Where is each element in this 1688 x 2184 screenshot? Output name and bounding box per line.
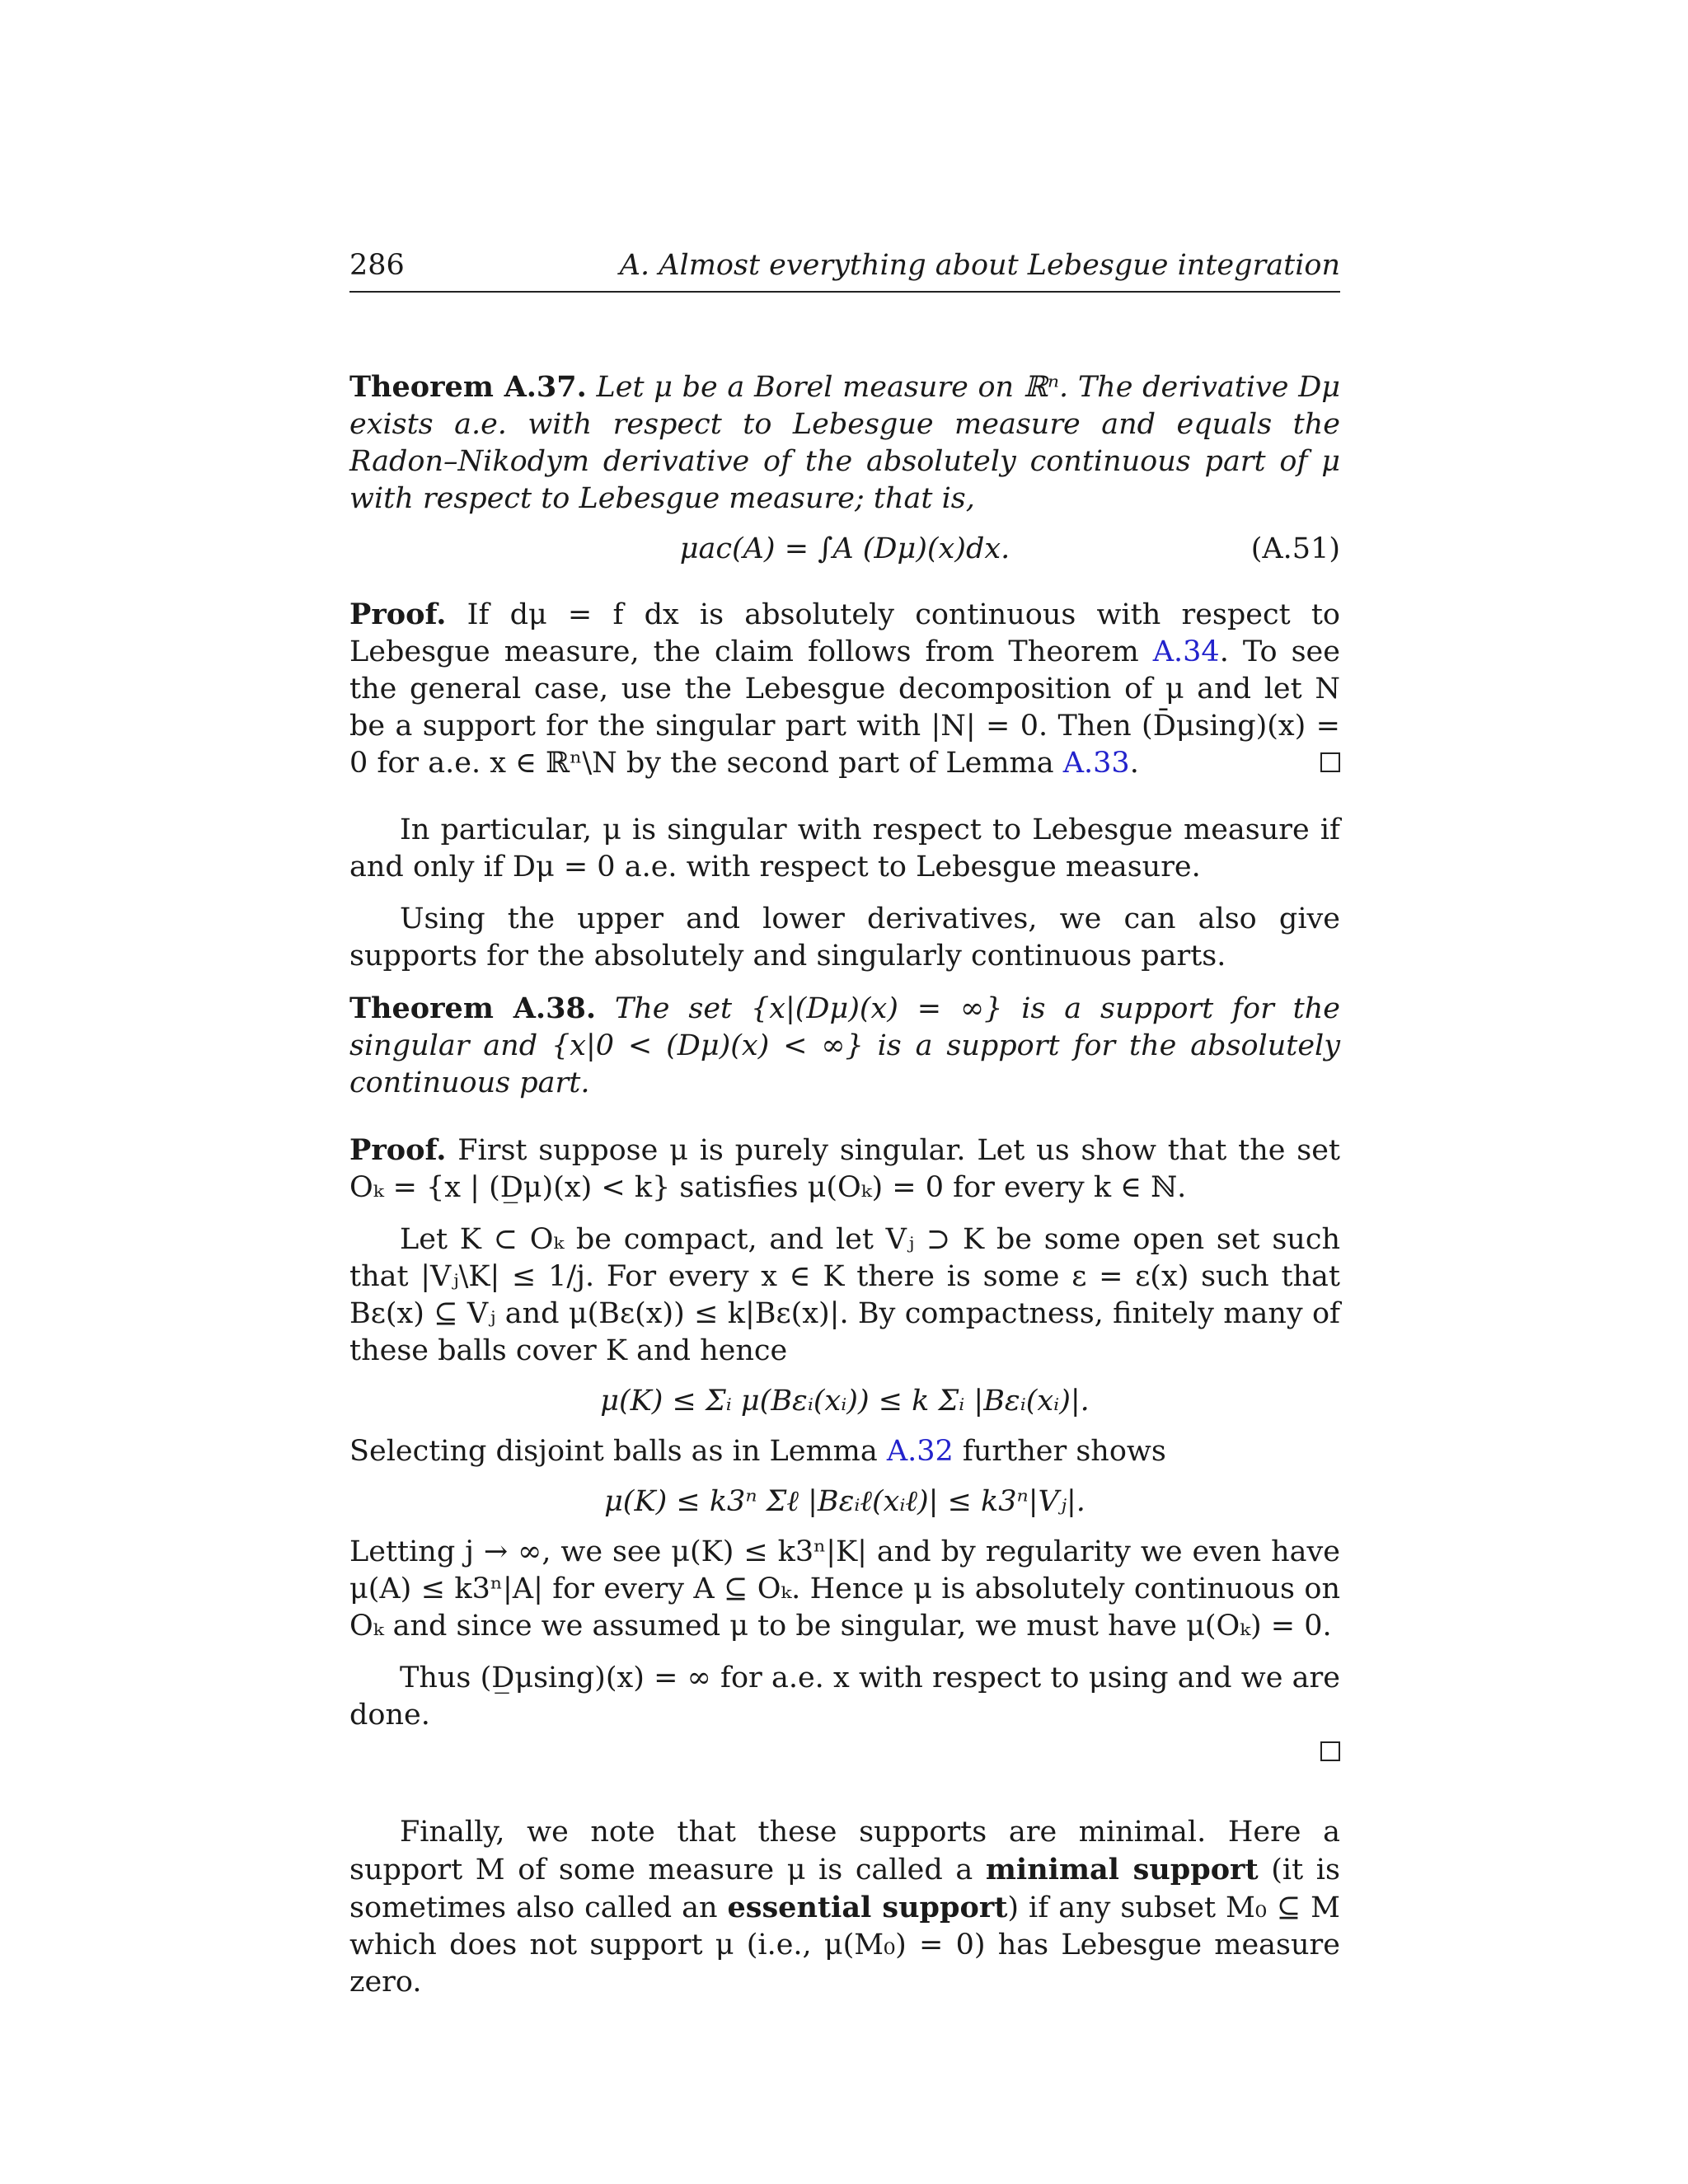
proof-label: Proof. xyxy=(349,1133,447,1167)
proof-text: Selecting disjoint balls as in Lemma xyxy=(349,1435,878,1468)
paragraph-text: Finally, we note that these supports are minimal. Here a support M of some measure μ is called a xyxy=(349,1816,1340,1886)
proof-text: further shows xyxy=(962,1435,1166,1468)
display-equation: μ(K) ≤ k3ⁿ Σℓ |Bεᵢℓ(xᵢℓ)| ≤ k3ⁿ|Vⱼ|. xyxy=(604,1485,1085,1518)
proof-label: Proof. xyxy=(349,598,447,631)
defined-term: essential support xyxy=(727,1891,1008,1924)
display-equation: μ(K) ≤ Σᵢ μ(Bεᵢ(xᵢ)) ≤ k Σᵢ |Bεᵢ(xᵢ)|. xyxy=(600,1385,1090,1418)
paragraph-text: ) if any subset M₀ ⊆ M which does not support μ (i.e., μ(M₀) = 0) has Lebesgue measure zero. xyxy=(349,1891,1340,1999)
proof-paragraph: Let K ⊂ Oₖ be compact, and let Vⱼ ⊃ K be some open set such that |Vⱼ\K| ≤ 1/j. For every x ∈ K there is some ε = ε(x) such that Bε(x) ⊆ Vⱼ and μ(Bε(x)) ≤ k|Bε(x)|. By compactness, finitely many of these balls cover K and hence xyxy=(349,1223,1340,1367)
proof-paragraph xyxy=(349,1433,1340,1470)
proof-text: If dμ = f dx is absolutely continuous with respect to Lebesgue measure, the claim follows from Theorem xyxy=(349,598,1340,668)
theorem-label: Theorem A.37. xyxy=(349,370,587,404)
paragraph-text: (it is sometimes also called an xyxy=(349,1854,1340,1924)
theorem-text: Let μ be a Borel measure on ℝⁿ. The derivative Dμ exists a.e. with respect to Lebesgue measure and equals the Radon–Nikodym derivative of the absolutely continuous part of μ with respect to Lebesgue measure; that is, xyxy=(349,371,1341,515)
qed-mark xyxy=(349,1734,1340,1771)
defined-term: minimal support xyxy=(985,1853,1259,1886)
qed-box-icon xyxy=(1320,1741,1340,1761)
qed-box-icon xyxy=(1320,752,1340,772)
theorem-a37 xyxy=(349,368,1340,518)
equation-number: (A.51) xyxy=(1250,532,1340,565)
proof-a38 xyxy=(349,1132,1340,1207)
theorem-ref-link[interactable]: A.34 xyxy=(1152,635,1220,668)
proof-paragraph: Letting j → ∞, we see μ(K) ≤ k3ⁿ|K| and by regularity we even have μ(A) ≤ k3ⁿ|A| for every A ⊆ Oₖ. Hence μ is absolutely continuous on Oₖ and since we assumed μ to be singular, we must have μ(Oₖ) = 0. xyxy=(349,1535,1340,1643)
page-number: 286 xyxy=(349,249,405,282)
lemma-ref-link[interactable]: A.32 xyxy=(886,1435,954,1468)
proof-text: . To see the general case, use the Lebesgue decomposition of μ and let N be a support for the singular part with |N| = 0. Then (D̄μsing)(x) = 0 for a.e. x ∈ ℝⁿ\N by the second part of Lemma xyxy=(349,635,1340,780)
page-content xyxy=(349,247,1340,2001)
final-paragraph xyxy=(349,1814,1340,2001)
lemma-ref-link[interactable]: A.33 xyxy=(1062,747,1130,780)
proof-paragraph: Thus (D̲μsing)(x) = ∞ for a.e. x with respect to μsing and we are done. xyxy=(349,1661,1340,1732)
running-header xyxy=(349,247,1340,293)
proof-text: First suppose μ is purely singular. Let us show that the set Oₖ = {x | (D̲μ)(x) < k} satisfies μ(Oₖ) = 0 for every k ∈ ℕ. xyxy=(349,1134,1340,1204)
proof-text: . xyxy=(1129,747,1139,780)
theorem-text: The set {x|(Dμ)(x) = ∞} is a support for the singular and {x|0 < (Dμ)(x) < ∞} is a support for the absolutely continuous part. xyxy=(349,992,1340,1099)
paragraph: Using the upper and lower derivatives, we can also give supports for the absolutely and singularly continuous parts. xyxy=(349,902,1340,972)
running-title: A. Almost everything about Lebesgue integration xyxy=(619,249,1340,282)
equation-a51 xyxy=(349,531,1340,568)
theorem-label: Theorem A.38. xyxy=(349,991,597,1025)
paragraph: In particular, μ is singular with respect to Lebesgue measure if and only if Dμ = 0 a.e. with respect to Lebesgue measure. xyxy=(349,813,1340,883)
theorem-a38 xyxy=(349,990,1340,1102)
equation-body: μac(A) = ∫A (Dμ)(x)dx. xyxy=(679,532,1010,565)
